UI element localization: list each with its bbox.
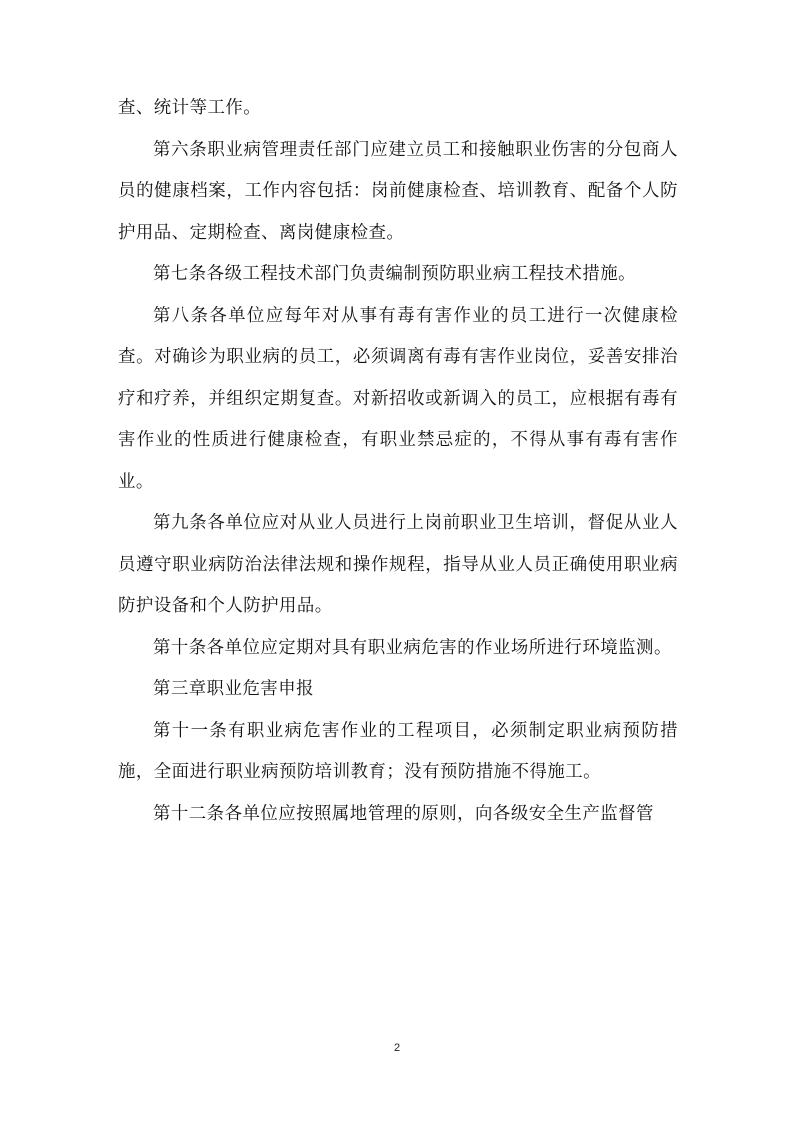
paragraph-article-12: 第十二条各单位应按照属地管理的原则，向各级安全生产监督管 [153, 803, 654, 824]
chapter-heading: 第三章职业危害申报 [153, 679, 315, 699]
paragraph-article-6: 第六条职业病管理责任部门应建立员工和接触职业伤害的分包商人员的健康档案，工作内容包括：岗前健康检查、培训教育、配备个人防护用品、定期检查、离岗健康检查。 [118, 139, 678, 243]
page-number: 2 [393, 1042, 401, 1054]
paragraph-article-9: 第九条各单位应对从业人员进行上岗前职业卫生培训，督促从业人员遵守职业病防治法律法规和操作规程，指导从业人员正确使用职业病防护设备和个人防护用品。 [118, 513, 678, 616]
paragraph-article-8: 第八条各单位应每年对从事有毒有害作业的员工进行一次健康检查。对确诊为职业病的员工，必须调离有毒有害作业岗位，妥善安排治疗和疗养，并组织定期复查。对新招收或新调入的员工，应根据有毒有害作业的性质进行健康检查，有职业禁忌症的，不得从事有毒有害作业。 [118, 305, 678, 492]
paragraph-article-10: 第十条各单位应定期对具有职业病危害的作业场所进行环境监测。 [153, 637, 672, 658]
body-text [118, 88, 678, 835]
paragraph-article-11: 第十一条有职业病危害作业的工程项目，必须制定职业病预防措施，全面进行职业病预防培训教育；没有预防措施不得施工。 [118, 720, 678, 782]
paragraph-article-7: 第七条各级工程技术部门负责编制预防职业病工程技术措施。 [153, 264, 637, 284]
paragraph-continuation: 查、统计等工作。 [118, 98, 262, 118]
